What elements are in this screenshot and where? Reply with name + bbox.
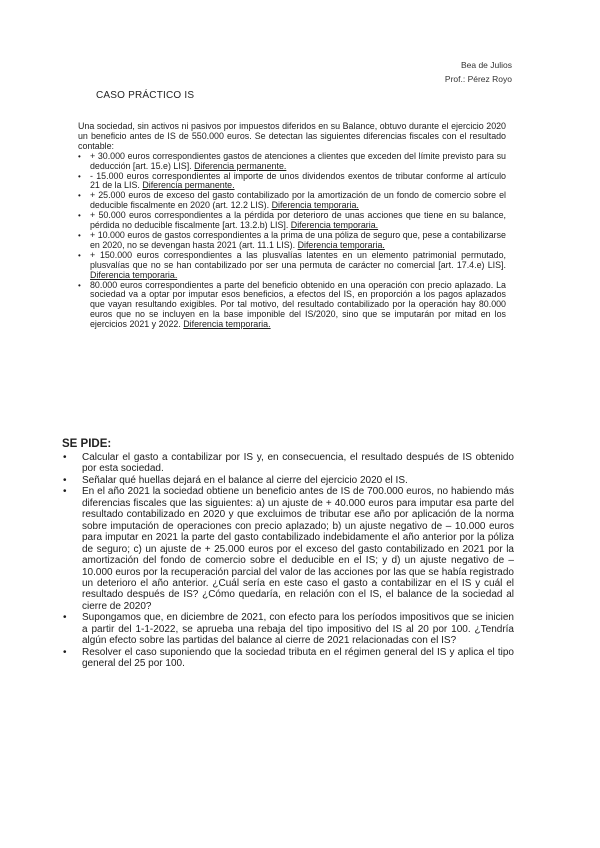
adjustment-text: + 150.000 euros correspondientes a las plusvalías latentes en un elemento patrimonial permutado, plusvalías que no se han contabilizado por ser una permuta de carácter no comercial [art. 17.4.e) LIS]. [90,249,506,270]
question-text: Resolver el caso suponiendo que la sociedad tributa en el régimen general del IS y aplica el tipo general del 25 por 100. [82,646,514,670]
difference-type: Diferencia temporaria. [297,239,385,250]
difference-type: Diferencia temporaria. [290,220,379,231]
bullet-icon: • [78,230,81,240]
adjustment-text: + 25.000 euros de exceso del gasto contabilizado por la amortización de un fondo de comercio sobre el deducible fiscalmente en 2020 (art. 12.2 LIS). [90,190,506,211]
adjustment-text: + 30.000 euros correspondientes gastos de atenciones a clientes que exceden del límite previsto para su deducción [art. 15.e) LIS]. [90,150,506,171]
adjustment-item [78,231,506,251]
intro-paragraph: Una sociedad, sin activos ni pasivos por impuestos diferidos en su Balance, obtuvo durante el ejercicio 2020 un beneficio antes de IS de 550.000 euros. Se detectan las siguientes diferencias fiscales con el resultado contable: [78,121,506,151]
difference-type: Diferencia permanente. [142,180,235,191]
adjustment-item [78,191,506,211]
professor-name: Prof.: Pérez Royo [444,74,512,84]
author-name: Bea de Julios [460,60,512,70]
question-item [62,452,514,475]
adjustment-item [78,281,506,331]
questions-heading: SE PIDE: [62,438,112,450]
difference-type: Diferencia temporaria. [90,269,178,280]
question-list [62,452,514,670]
page-header [445,58,512,86]
adjustment-text: + 10.000 euros de gastos correspondientes a la prima de una póliza de seguro que, pese a contabilizarse en 2020, no se devengan hasta 2021 (art. 11.1 LIS). [90,229,506,250]
adjustment-text: - 15.000 euros correspondientes al importe de unos dividendos exentos de tributar conforme al artículo 21 de la LIS. [90,170,506,191]
adjustment-item [78,172,506,192]
bullet-icon: • [63,452,67,463]
question-item [62,475,514,486]
case-statement [78,122,506,330]
difference-type: Diferencia temporaria. [183,319,271,330]
difference-type: Diferencia temporaria. [271,200,359,211]
difference-type: Diferencia permanente. [194,160,287,171]
bullet-icon: • [78,280,81,290]
question-item [62,486,514,612]
adjustment-text: 80.000 euros correspondientes a parte del beneficio obtenido en una operación con precio aplazado. La sociedad va a optar por imputar esos beneficios, a efectos del IS, en proporción a los pagos aplazados que vayan resultando exigibles. Por tal motivo, del resultado contabilizado por la operación hay 80.000 euros que no se incluyen en la base imponible del IS/2020, sino que se imputarán por mitad en los ejercicios 2021 y 2022. [90,279,506,330]
bullet-icon: • [63,646,67,658]
adjustment-text: + 50.000 euros correspondientes a la pérdida por deterioro de unas acciones que tiene en su balance, pérdida no deducible fiscalmente [art. 13.2.b) LIS]. [90,210,506,231]
bullet-icon: • [78,191,81,201]
bullet-icon: • [78,211,81,221]
bullet-icon: • [78,151,81,161]
questions-section [62,438,514,670]
question-text: Señalar qué huellas dejará en el balance al cierre del ejercicio 2020 el IS. [82,474,408,486]
document-title: CASO PRÁCTICO IS [96,90,195,101]
adjustment-item [78,251,506,281]
question-text: Supongamos que, en diciembre de 2021, con efecto para los períodos impositivos que se inicien a partir del 1-1-2022, se aprueba una rebaja del tipo impositivo del IS al 20 por 100. ¿Tendría algún efecto sobre las partidas del balance al cierre de 2021 relacionadas con el IS? [82,612,514,647]
bullet-icon: • [78,171,81,181]
bullet-icon: • [63,474,67,486]
question-text: En el año 2021 la sociedad obtiene un beneficio antes de IS de 700.000 euros, no habiendo más diferencias fiscales que las siguientes: a) un ajuste de + 40.000 euros para imputar esa parte del resultado contabilizado en 2020 y que excluimos de tributar ese año por aplicación de la norma sobre imputación de operaciones con precio aplazado; b) un ajuste negativo de – 10.000 euros para imputar en 2021 la parte del gasto contabilizado indebidamente el año anterior por la póliza de seguro; c) un ajuste de + 25.000 euros por el exceso del gasto contabilizado en 2021 por la amortización del fondo de comercio sobre el deducible en el IS; y d) un ajuste negativo de – 10.000 euros por la recuperación parcial del valor de las acciones por las que se había registrado un deterioro el año anterior. ¿Cuál sería en este caso el gasto a contabilizar en el IS y cuál el resultado después de IS? ¿Cómo quedaría, en relación con el IS, el balance de la sociedad al cierre de 2020? [82,486,514,612]
bullet-icon: • [63,612,67,624]
bullet-icon: • [63,486,67,498]
question-text: Calcular el gasto a contabilizar por IS y, en consecuencia, el resultado después de IS obtenido por esta sociedad. [82,452,514,475]
bullet-icon: • [78,250,81,260]
question-item [62,612,514,646]
adjustment-item [78,152,506,172]
adjustment-item [78,211,506,231]
question-item [62,647,514,670]
adjustment-list [78,152,506,330]
